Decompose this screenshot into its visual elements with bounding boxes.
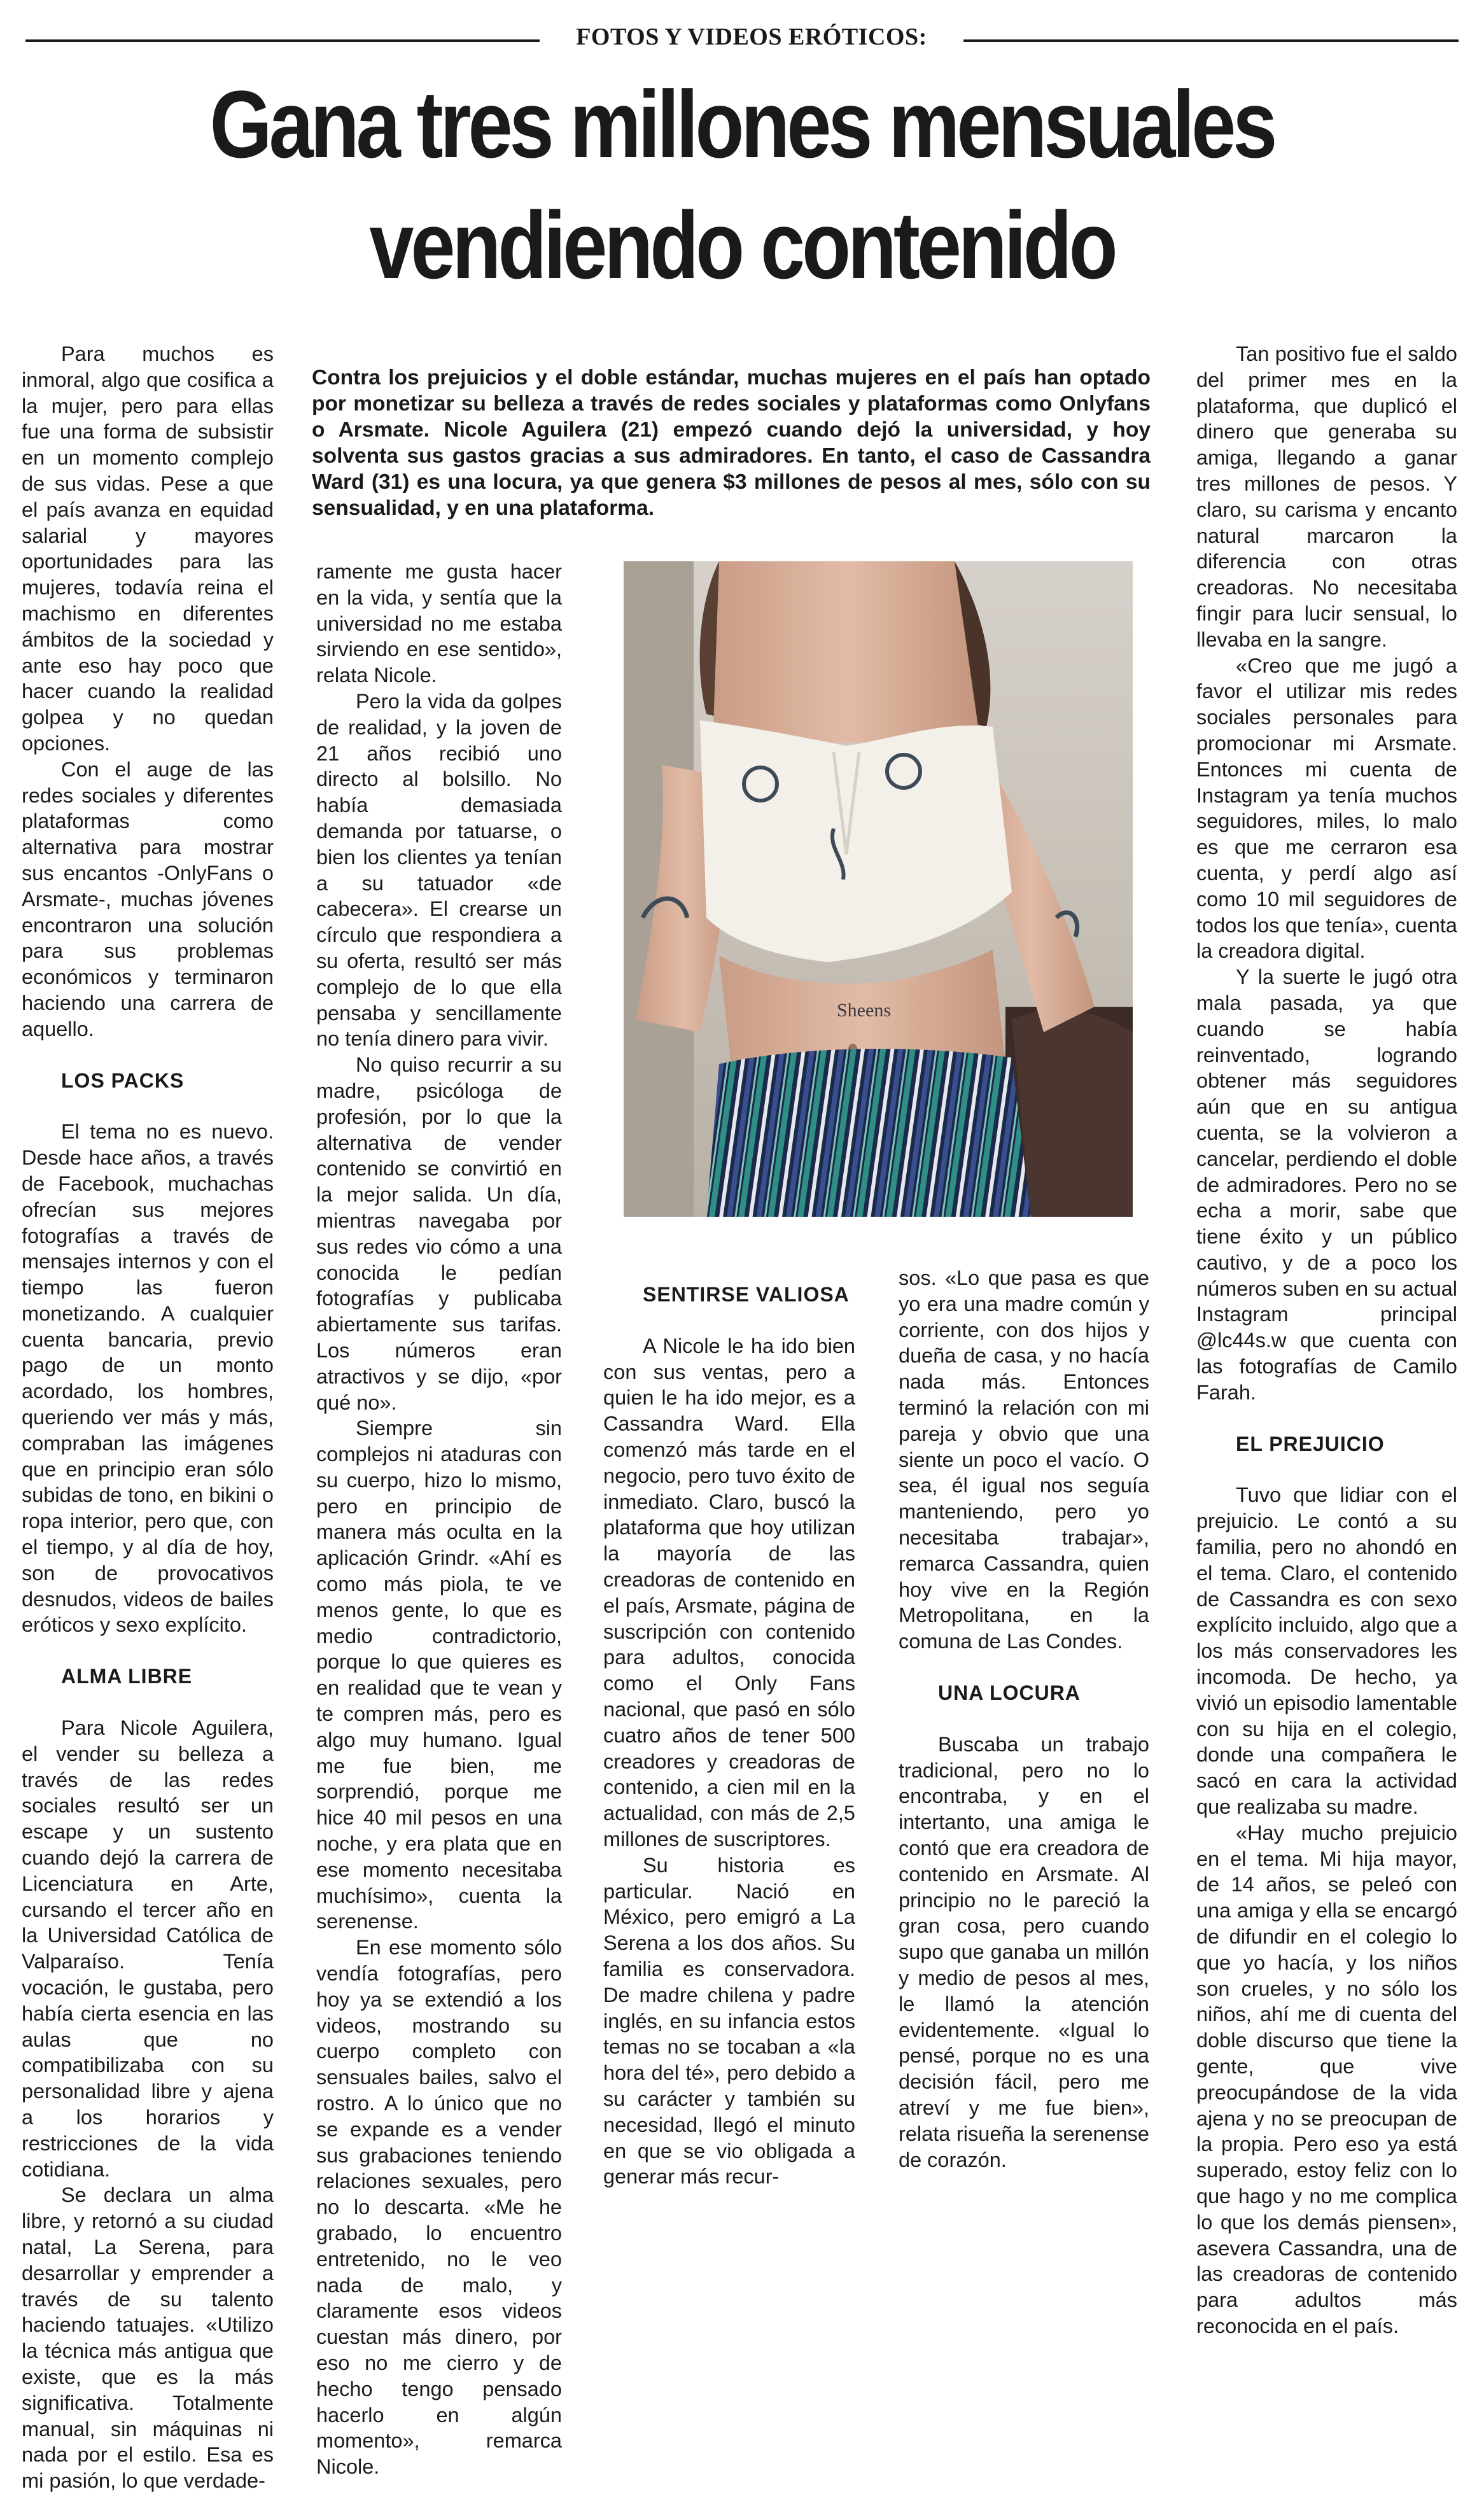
neck-shoulders — [713, 561, 980, 746]
paragraph: Su historia es particular. Nació en México, pero emigró a La Serena a los dos años. Su familia es conservadora. De madre chilena y padre inglés, en su infancia estos temas no se tocaban a «la hora del té», pero debido a su carácter y también su necesidad, llegó el minuto en que se vio obligada a generar más recur- — [603, 1853, 855, 2189]
column-3 — [603, 1282, 855, 2190]
column-1 — [22, 341, 274, 2494]
subheading-sentirse-valiosa: SENTIRSE VALIOSA — [643, 1283, 850, 1306]
paragraph: Buscaba un trabajo tradicional, pero no lo encontraba, y en el intertanto, una amiga le contó que era creadora de contenido en Arsmate. Al principio no le pareció la gran cosa, pero cuando supo que ganaba un millón y medio de pesos al mes, le llamó la atención evidentemente. «Igual lo pensé, porque no es una decisión fácil, pero me atreví y me fue bien», relata risueña la serenense de corazón. — [899, 1732, 1149, 2171]
paragraph: «Creo que me jugó a favor el utilizar mis redes sociales personales para promocionar mi Arsmate. Entonces mi cuenta de Instagram ya tenía muchos seguidores, miles, lo malo es que me cerraron esa cuenta, y perdí algo así como 10 mil seguidores de todos los que tenía», cuenta la creadora digital. — [1196, 654, 1457, 963]
column-5 — [1196, 341, 1457, 2339]
headline-line-1: Gana tres millones mensuales — [209, 71, 1275, 178]
kicker-row — [25, 23, 1459, 48]
paragraph: Para Nicole Aguilera, el vender su belleza a través de las redes sociales resultó ser un escape y un sustento cuando dejó la carrera de Licenciatura en Arte, cursando el tercer año en la Universidad Católica de Valparaíso. Tenía vocación, le gustaba, pero había cierta esencia en las aulas que no compatibilizaba con su personalidad libre y ajena a los horarios y restricciones de la vida cotidiana. — [22, 1716, 274, 2181]
paragraph: sos. «Lo que pasa es que yo era una madre común y corriente, con dos hijos y dueña de casa, y no hacía nada más. Entonces terminó la relación con mi pareja y obvio que una siente un poco el vacío. O sea, él igual nos seguía manteniendo, pero yo necesitaba trabajar», remarca Cassandra, quien hoy vive en la Región Metropolitana, en la comuna de Las Condes. — [899, 1266, 1149, 1653]
paragraph: Tuvo que lidiar con el prejuicio. Le contó a su familia, pero no ahondó en el tema. Claro, el contenido de Cassandra es con sexo explícito incluido, algo que a los más conservadores les incomoda. De hecho, ya vivió un episodio lamentable con su hija en el colegio, donde una compañera le sacó en cara la actividad que realizaba su madre. — [1196, 1483, 1457, 1819]
headline-line-2: vendiendo contenido — [369, 192, 1115, 298]
section-kicker: FOTOS Y VIDEOS ERÓTICOS: — [576, 24, 927, 50]
paragraph: Se declara un alma libre, y retornó a su ciudad natal, La Serena, para desarrollar y emprender a través de su talento haciendo tatuajes. «Utilizo la técnica más antigua que existe, que es la más significativa. Totalmente manual, sin máquinas ni nada por el estilo. Esa es mi pasión, lo que verdade- — [22, 2183, 274, 2493]
paragraph: No quiso recurrir a su madre, psicóloga de profesión, por lo que la alternativa de vender contenido se convirtió en la mejor salida. Un día, mientras navegaba por sus redes vio cómo a una conocida le pedían fotografías y publicaba abiertamente sus tarifas. Los números eran atractivos y se dijo, «por qué no». — [316, 1053, 562, 1414]
subheading-el-prejuicio: EL PREJUICIO — [1236, 1432, 1385, 1455]
paragraph: A Nicole le ha ido bien con sus ventas, pero a quien le ha ido mejor, es a Cassandra Ward. Ella comenzó más tarde en el negocio, pero tuvo éxito de inmediato. Claro, buscó la plataforma que hoy utilizan la mayoría de las creadoras de contenido en el país, Arsmate, página de suscripción con contenido para adultos, conocida como el Only Fans nacional, que pasó en sólo cuatro años de tener 500 creadores y creadoras de contenido, a cien mil en la actualidad, con más de 2,5 millones de suscriptores. — [603, 1334, 855, 1851]
photo-illustration — [624, 561, 1133, 1217]
subheading-una-locura: UNA LOCURA — [938, 1681, 1081, 1704]
tattoo-text: Sheens — [837, 1000, 891, 1021]
lede-paragraph: Contra los prejuicios y el doble estándar, muchas mujeres en el país han optado por monetizar su belleza a través de redes sociales y plataformas como Onlyfans o Arsmate. Nicole Aguilera (21) empezó cuando dejó la universidad, y hoy solventa sus gastos gracias a sus admiradores. En tanto, el caso de Cassandra Ward (31) es una locura, ya que genera $3 millones de pesos al mes, sólo con su sensualidad, y en una plataforma. — [312, 366, 1151, 520]
paragraph: «Hay mucho prejuicio en el tema. Mi hija mayor, de 14 años, se peleó con una amiga y ella se encargó de difundir en el colegio lo que yo hacía, y los niños son crueles, y no sólo los niños, ahí me di cuenta del doble discurso que tiene la gente, que vive preocupándose de la vida ajena y no se preocupan de la propia. Pero eso ya está superado, estoy feliz con lo que hago y no me complica lo que los demás piensen», asevera Cassandra, una de las creadoras de contenido para adultos más reconocida en el país. — [1196, 1821, 1457, 2337]
kicker-rule-right — [963, 39, 1459, 42]
paragraph: Siempre sin complejos ni ataduras con su cuerpo, hizo lo mismo, pero en principio de manera más oculta en la aplicación Grindr. «Ahí es como más piola, te ve menos gente, lo que es medio contradictorio, porque lo que quieres es en realidad que te vean y te compren más, pero es algo muy humano. Igual me fue bien, me sorprendió, porque me hice 40 mil pesos en una noche, y era plata que en ese momento necesitaba muchísimo», cuenta la serenense. — [316, 1417, 562, 1933]
paragraph: Tan positivo fue el saldo del primer mes en la plataforma, que duplicó el dinero que generaba su amiga, llegando a ganar tres millones de pesos. Y claro, su carisma y encanto natural marcaron la diferencia con otras creadoras. No necesitaba fingir para lucir sensual, lo llevaba en la sangre. — [1196, 342, 1457, 651]
column-4 — [899, 1265, 1149, 2173]
paragraph: Para muchos es inmoral, algo que cosifica a la mujer, pero para ellas fue una forma de subsistir en un momento complejo de sus vidas. Pese a que el país avanza en equidad salarial y mayores oportunidades para las mujeres, todavía reina el machismo en diferentes ámbitos de la sociedad y ante eso hay poco que hacer cuando la realidad golpea y no quedan opciones. — [22, 342, 274, 755]
kicker-rule-left — [25, 39, 540, 42]
paragraph: ramente me gusta hacer en la vida, y sentía que la universidad no me estaba sirviendo en ese sentido», relata Nicole. — [316, 560, 562, 687]
paragraph: Con el auge de las redes sociales y diferentes plataformas como alternativa para mostrar sus encantos -OnlyFans o Arsmate-, muchas jóvenes encontraron una solución para sus problemas económicos y terminaron haciendo una carrera de aquello. — [22, 757, 274, 1040]
column-2 — [316, 559, 562, 2480]
headline — [140, 64, 1344, 305]
paragraph: El tema no es nuevo. Desde hace años, a través de Facebook, muchachas ofrecían sus mejores fotografías a través de mensajes internos y con el tiempo las fueron monetizando. A cualquier cuenta bancaria, previo pago de un monto acordado, los hombres, queriendo ver más y más, compraban las imágenes que en principio eran sólo subidas de tono, en bikini o ropa interior, pero que, con el tiempo, y al día de hoy, son de provocativos desnudos, videos de bailes eróticos y sexo explícito. — [22, 1120, 274, 1637]
article-photo — [624, 561, 1133, 1217]
subheading-los-packs: LOS PACKS — [61, 1068, 185, 1092]
paragraph: En ese momento sólo vendía fotografías, pero hoy ya se extendió a los videos, mostrando su cuerpo completo con sensuales bailes, salvo el rostro. A lo único que no se expande es a vender sus grabaciones teniendo relaciones sexuales, pero no lo descarta. «Me he grabado, lo encuentro entretenido, no le veo nada de malo, y claramente esos videos cuestan más dinero, por eso no me cierro y de hecho tengo pensado hacerlo en algún momento», remarca Nicole. — [316, 1936, 562, 2479]
subheading-alma-libre: ALMA LIBRE — [61, 1665, 193, 1688]
paragraph: Pero la vida da golpes de realidad, y la joven de 21 años recibió uno directo al bolsillo. No había demasiada demanda por tatuarse, o bien los clientes ya tenían a su tatuador «de cabecera». El crearse un círculo que respondiera a su oferta, resultó ser más complejo de lo que ella pensaba y sencillamente no tenía dinero para vivir. — [316, 689, 562, 1051]
striped-pants — [706, 1049, 1031, 1217]
paragraph: Y la suerte le jugó otra mala pasada, ya que cuando se había reinventado, logrando obtener más seguidores aún que en su antigua cuenta, se la volvieron a cancelar, perdiendo el doble de admiradores. Pero no se echa a morir, sabe que tiene éxito y un público cautivo, y de a poco los números suben en su actual Instagram principal @lc44s.w que cuenta con las fotografías de Camilo Farah. — [1196, 965, 1457, 1404]
